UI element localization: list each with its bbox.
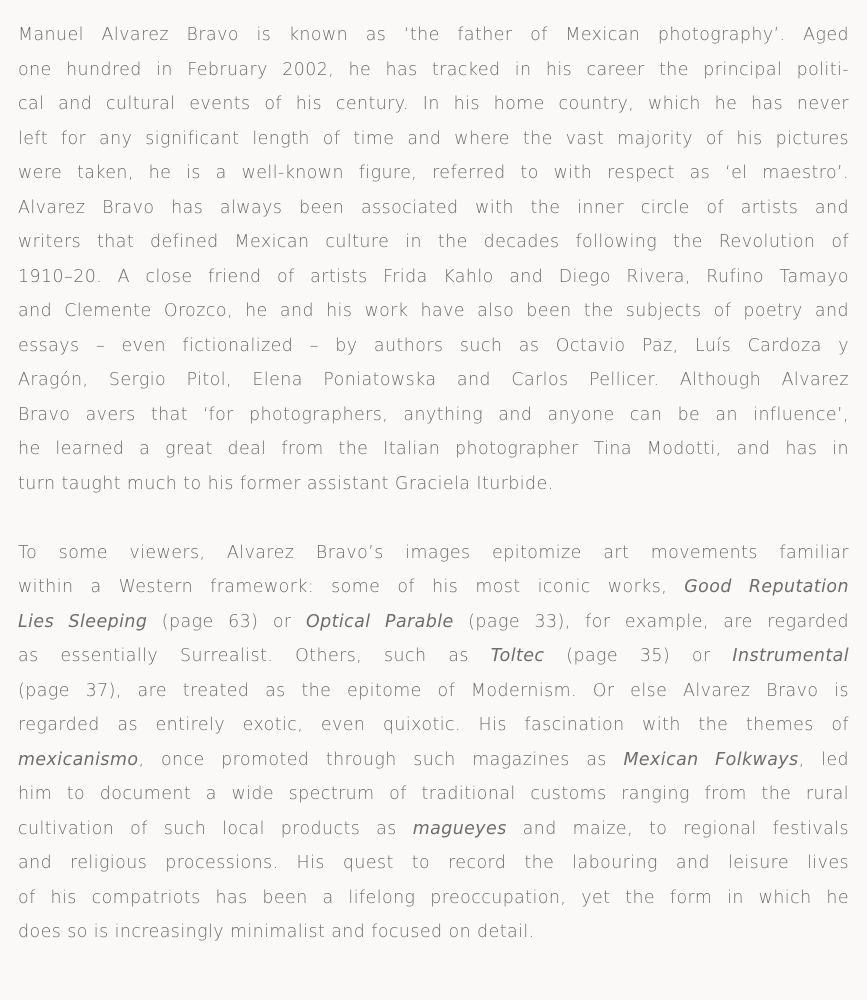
text-run: were taken, he is a well-known figure, referred to with respect as ‘el maestro’. (18, 163, 849, 183)
text-line (18, 812, 849, 847)
text-run: (page 37), are treated as the epitome of Modernism. Or else Alvarez Bravo is (18, 680, 849, 701)
text-line (18, 191, 849, 226)
text-run: and maize, to regional festivals (506, 818, 849, 839)
italic-title: Toltec (490, 646, 545, 666)
document-page (18, 18, 849, 950)
text-line (18, 915, 849, 950)
text-run: 1910–20. A close friend of artists Frida Kahlo and Diego Rivera, Rufino Tamayo (18, 266, 849, 287)
text-line (18, 708, 849, 743)
text-line (18, 225, 849, 260)
text-run: and religious processions. His quest to record the labouring and leisure lives (18, 853, 849, 873)
text-run: he learned a great deal from the Italian photographer Tina Modotti, and has in (18, 439, 849, 459)
text-run: Aragón, Sergio Pitol, Elena Poniatowska and Carlos Pellicer. Although Alvarez (18, 370, 849, 390)
text-run: (page 63) or (147, 611, 306, 632)
italic-title: mexicanismo (18, 749, 139, 770)
text-run: regarded as entirely exotic, even quixotic. His fascination with the themes of (18, 715, 849, 735)
text-run: left for any significant length of time and where the vast majority of his pictures (18, 128, 849, 149)
text-run: within a Western framework: some of his most iconic works, (18, 577, 685, 597)
paragraph-2 (18, 536, 849, 950)
italic-title: magueyes (412, 818, 507, 839)
text-line (18, 53, 849, 88)
text-run: does so is increasingly minimalist and focused on detail. (18, 922, 535, 942)
text-run: (page 33), for example, are regarded (453, 611, 850, 632)
text-line (18, 570, 849, 605)
text-line (18, 743, 849, 778)
text-line (18, 260, 849, 295)
text-run: Alvarez Bravo has always been associated with the inner circle of artists and (18, 197, 849, 218)
text-line (18, 881, 849, 916)
text-run: one hundred in February 2002, he has tracked in his career the principal politi- (18, 59, 849, 80)
text-line (18, 536, 849, 571)
text-run: cultivation of such local products as (18, 818, 413, 839)
text-run: of his compatriots has been a lifelong preoccupation, yet the form in which he (18, 887, 849, 908)
paragraph-1 (18, 18, 849, 501)
text-line (18, 639, 849, 674)
text-line (18, 777, 849, 812)
italic-title: Good Reputation (684, 577, 849, 597)
italic-title: Optical Parable (305, 611, 454, 632)
text-line (18, 398, 849, 433)
text-line (18, 18, 849, 53)
text-line (18, 432, 849, 467)
italic-title: Lies Sleeping (18, 611, 148, 632)
text-line (18, 122, 849, 157)
text-run: essays – even fictionalized – by authors such as Octavio Paz, Luís Cardoza y (18, 335, 849, 356)
text-line (18, 846, 849, 881)
text-run: Manuel Alvarez Bravo is known as ‘the father of Mexican photography’. Aged (18, 25, 849, 45)
text-line (18, 87, 849, 122)
text-run: writers that defined Mexican culture in the decades following the Revolution of (18, 232, 849, 252)
text-line (18, 294, 849, 329)
text-run: Bravo avers that ‘for photographers, anything and anyone can be an influence’, (18, 404, 849, 425)
text-line (18, 674, 849, 709)
text-run: (page 35) or (544, 646, 733, 666)
text-line (18, 363, 849, 398)
text-line (18, 156, 849, 191)
text-run: , once promoted through such magazines as (138, 749, 624, 770)
italic-title: Mexican Folkways (623, 749, 799, 770)
text-line (18, 605, 849, 640)
text-run: him to document a wide spectrum of traditional customs ranging from the rural (18, 784, 849, 804)
text-run: , led (798, 749, 849, 770)
text-line (18, 467, 849, 502)
text-line (18, 329, 849, 364)
text-run: as essentially Surrealist. Others, such as (18, 646, 491, 666)
text-run: and Clemente Orozco, he and his work have also been the subjects of poetry and (18, 301, 849, 321)
text-run: cal and cultural events of his century. In his home country, which he has never (18, 94, 849, 114)
italic-title: Instrumental (732, 646, 849, 666)
text-run: To some viewers, Alvarez Bravo’s images epitomize art movements familiar (18, 542, 849, 563)
text-run: turn taught much to his former assistant Graciela Iturbide. (18, 473, 554, 494)
